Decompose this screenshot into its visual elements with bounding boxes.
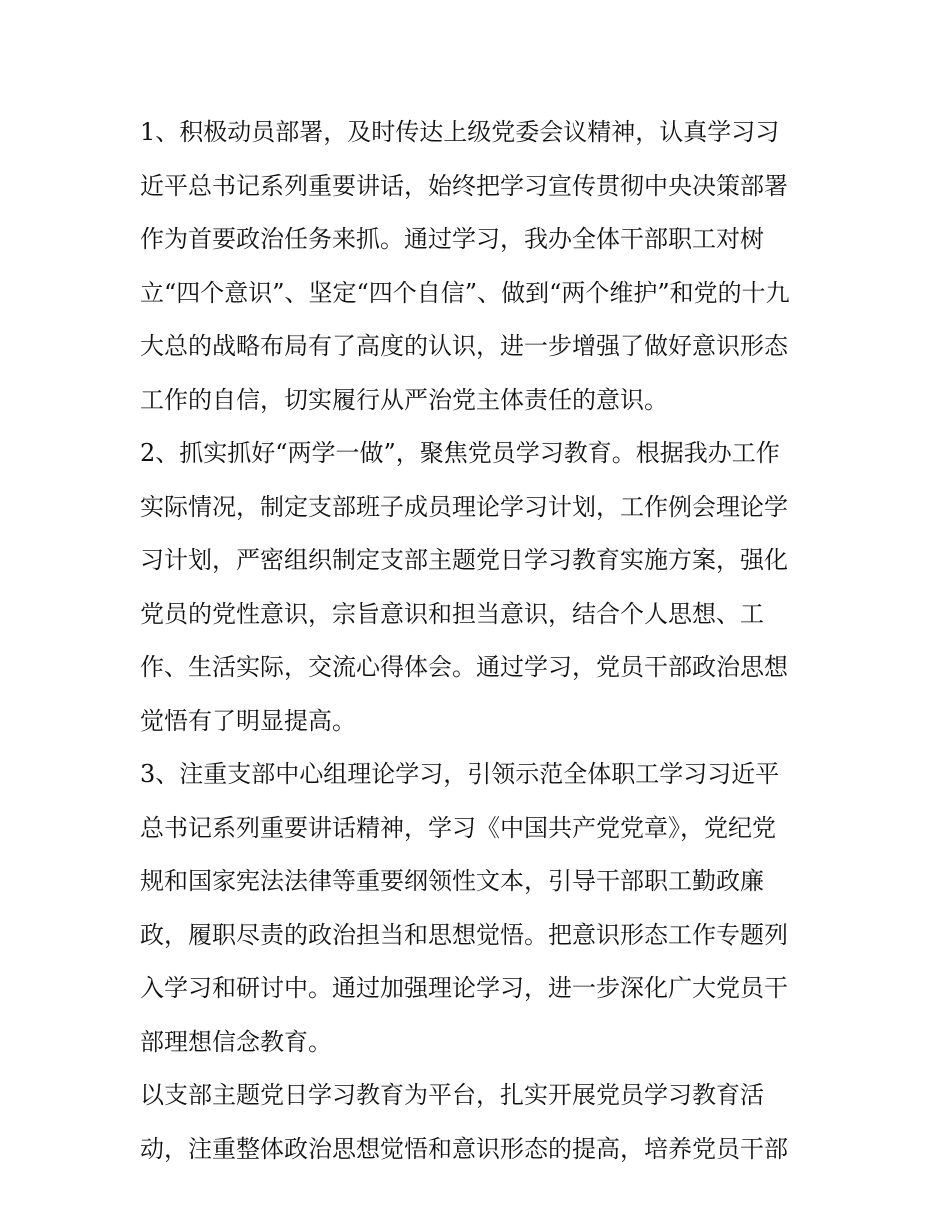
text-line: 规和国家宪法法律等重要纲领性文本，引导干部职工勤政廉	[140, 867, 764, 895]
text-line: 近平总书记系列重要讲话，始终把学习宣传贯彻中央决策部署	[140, 171, 788, 200]
text-line: 3、注重支部中心组理论学习，引领示范全体职工学习习近平	[140, 760, 780, 788]
text-line: 1、积极动员部署，及时传达上级党委会议精神，认真学习习	[140, 118, 780, 146]
text-line: 党员的党性意识，宗旨意识和担当意识，结合个人思想、工	[140, 599, 764, 628]
text-line: 觉悟有了明显提高。	[140, 706, 356, 735]
document-body	[140, 106, 812, 1176]
text-line: 习计划，严密组织制定支部主题党日学习教育实施方案，强化	[140, 546, 788, 574]
text-line: 以支部主题党日学习教育为平台，扎实开展党员学习教育活	[140, 1081, 764, 1109]
text-line: 2、抓实抓好“两学一做”，聚焦党员学习教育。根据我办工作	[140, 439, 780, 467]
text-line: 总书记系列重要讲话精神，学习《中国共产党党章》，党纪党	[140, 813, 776, 842]
text-line: 大总的战略布局有了高度的认识，进一步增强了做好意识形态	[140, 332, 788, 360]
text-line: 工作的自信，切实履行从严治党主体责任的意识。	[140, 385, 668, 414]
text-line: 作、生活实际，交流心得体会。通过学习，党员干部政治思想	[140, 653, 788, 681]
text-line: 部理想信念教育。	[140, 1027, 332, 1056]
text-line: 作为首要政治任务来抓。通过学习，我办全体干部职工对树	[140, 225, 764, 253]
text-line: 实际情况，制定支部班子成员理论学习计划，工作例会理论学	[140, 492, 788, 521]
text-line: 入学习和研讨中。通过加强理论学习，进一步深化广大党员干	[140, 974, 788, 1002]
text-line: 立“四个意识”、坚定“四个自信”、做到“两个维护”和党的十九	[140, 278, 790, 307]
text-line: 动，注重整体政治思想觉悟和意识形态的提高，培养党员干部	[140, 1134, 788, 1163]
text-line: 政，履职尽责的政治担当和思想觉悟。把意识形态工作专题列	[140, 920, 788, 949]
